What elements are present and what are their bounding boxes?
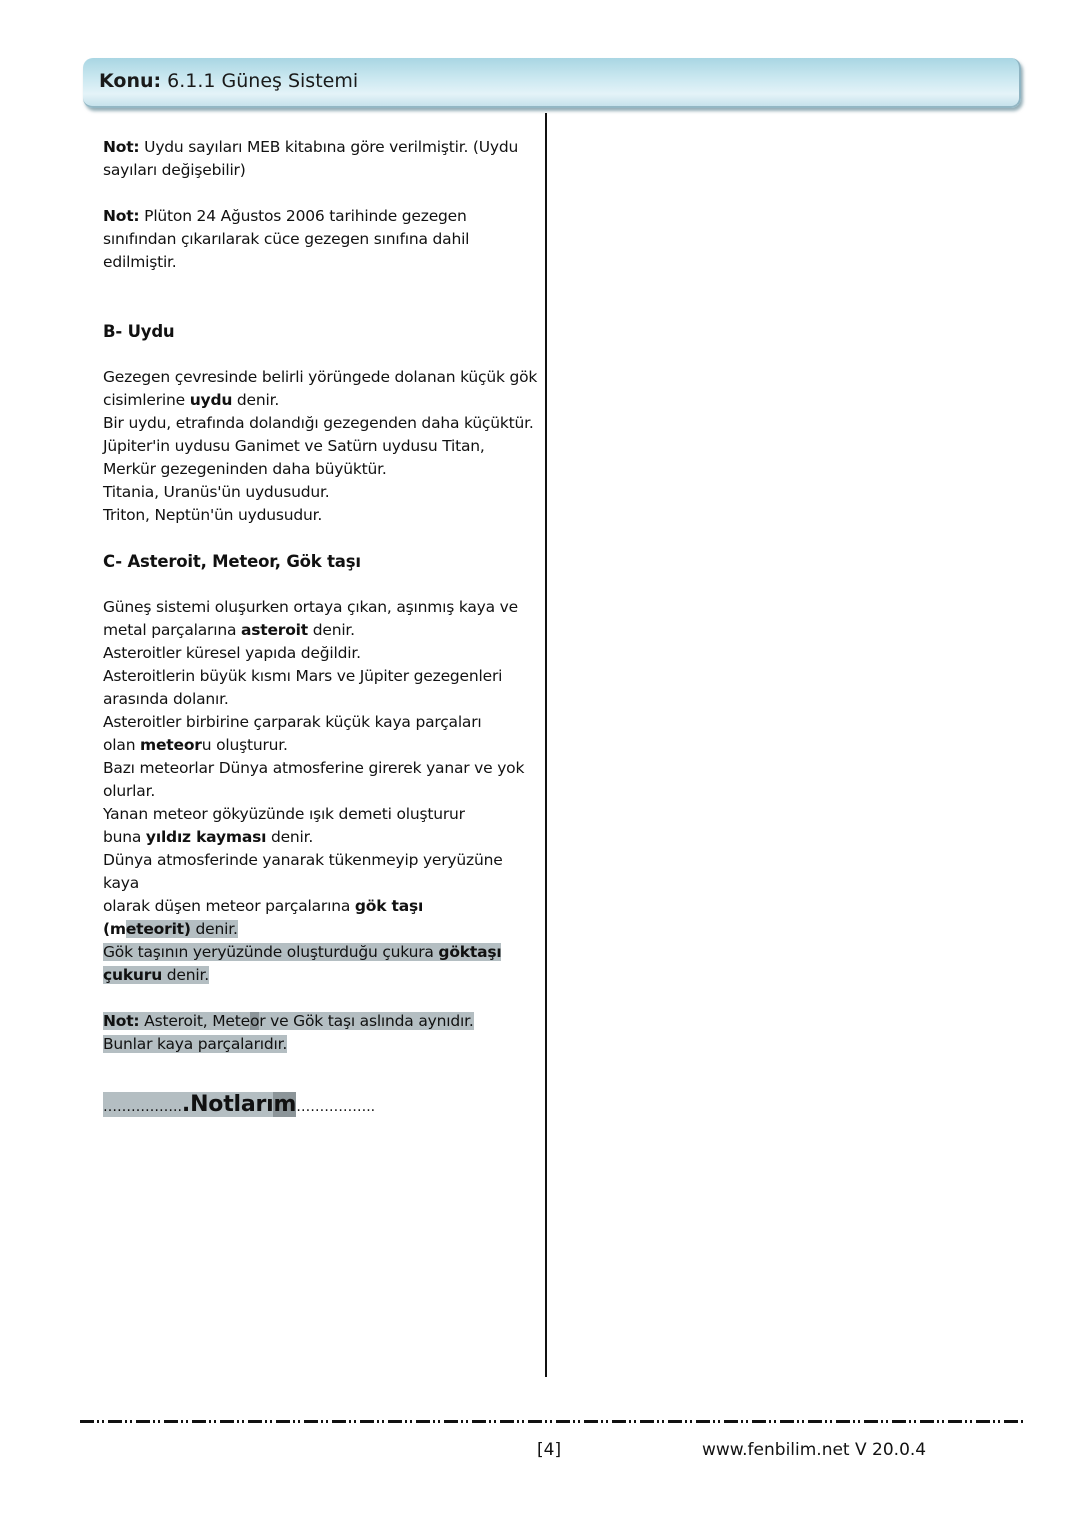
text-line: Merkür gezegeninden daha büyüktür. bbox=[103, 460, 387, 478]
text-line: Jüpiter'in uydusu Ganimet ve Satürn uydusu Titan, bbox=[103, 437, 485, 455]
topic-name: 6.1.1 Güneş Sistemi bbox=[167, 70, 359, 92]
text-line: olarak düşen meteor parçalarına gök taşı bbox=[103, 897, 424, 915]
text-line: Gezegen çevresinde belirli yörüngede dolanan küçük gök bbox=[103, 368, 538, 386]
text-line: Titania, Uranüs'ün uydusudur. bbox=[103, 483, 330, 501]
topic-header-bar bbox=[83, 58, 1021, 108]
text-line: Asteroitler birbirine çarparak küçük kaya parçaları bbox=[103, 713, 482, 731]
text-line: Güneş sistemi oluşurken ortaya çıkan, aşınmış kaya ve bbox=[103, 598, 518, 616]
highlighted-line: Bunlar kaya parçalarıdır. bbox=[103, 1035, 288, 1053]
footer-dash-dot-rule bbox=[80, 1420, 1025, 1423]
text-line: Bazı meteorlar Dünya atmosferine girerek yanar ve yok bbox=[103, 759, 525, 777]
section-c-heading: C- Asteroit, Meteor, Gök taşı bbox=[103, 552, 361, 571]
note-text: Uydu sayıları MEB kitabına göre verilmiştir. (Uydu sayıları değişebilir) bbox=[103, 138, 519, 179]
highlighted-line: (meteorit) denir. bbox=[103, 920, 238, 938]
section-b-heading: B- Uydu bbox=[103, 322, 175, 341]
highlighted-line: çukuru denir. bbox=[103, 966, 209, 984]
page-number: [4] bbox=[537, 1440, 562, 1460]
highlighted-line: Gök taşının yeryüzünde oluşturduğu çukura göktaşı bbox=[103, 943, 502, 961]
note-text: Plüton 24 Ağustos 2006 tarihinde gezegen sınıfından çıkarılarak cüce gezegen sınıfına dahil edilmiştir. bbox=[103, 207, 470, 271]
text-line: olan meteoru oluşturur. bbox=[103, 736, 288, 754]
note-label: Not: bbox=[103, 138, 140, 156]
footer-site-version: www.fenbilim.net V 20.0.4 bbox=[702, 1440, 927, 1460]
note-pluto bbox=[103, 205, 543, 274]
section-c-body bbox=[103, 596, 543, 987]
text-line: Asteroitler küresel yapıda değildir. bbox=[103, 644, 361, 662]
note-label: Not: bbox=[103, 207, 140, 225]
text-line: metal parçalarına asteroit denir. bbox=[103, 621, 355, 639]
my-notes-heading: ……………...Notlarım…………….. bbox=[103, 1092, 376, 1117]
note-satellite-count bbox=[103, 136, 543, 182]
text-line: Dünya atmosferinde yanarak tükenmeyip yeryüzüne kaya bbox=[103, 851, 503, 892]
column-divider bbox=[545, 113, 547, 1377]
topic-label: Konu: bbox=[99, 70, 162, 92]
text-line: Bir uydu, etrafında dolandığı gezegenden daha küçüktür. bbox=[103, 414, 534, 432]
text-line: Asteroitlerin büyük kısmı Mars ve Jüpiter gezegenleri bbox=[103, 667, 503, 685]
topic-title bbox=[99, 70, 358, 92]
text-line: Triton, Neptün'ün uydusudur. bbox=[103, 506, 323, 524]
text-line: buna yıldız kayması denir. bbox=[103, 828, 314, 846]
text-line: arasında dolanır. bbox=[103, 690, 229, 708]
text-line: cisimlerine uydu denir. bbox=[103, 391, 280, 409]
note-bottom bbox=[103, 1010, 543, 1056]
section-b-body bbox=[103, 366, 543, 527]
text-line: olurlar. bbox=[103, 782, 156, 800]
left-column-content bbox=[103, 136, 543, 1121]
text-line: Yanan meteor gökyüzünde ışık demeti oluşturur bbox=[103, 805, 465, 823]
highlighted-line: Not: Asteroit, Meteor ve Gök taşı aslında aynıdır. bbox=[103, 1012, 474, 1030]
